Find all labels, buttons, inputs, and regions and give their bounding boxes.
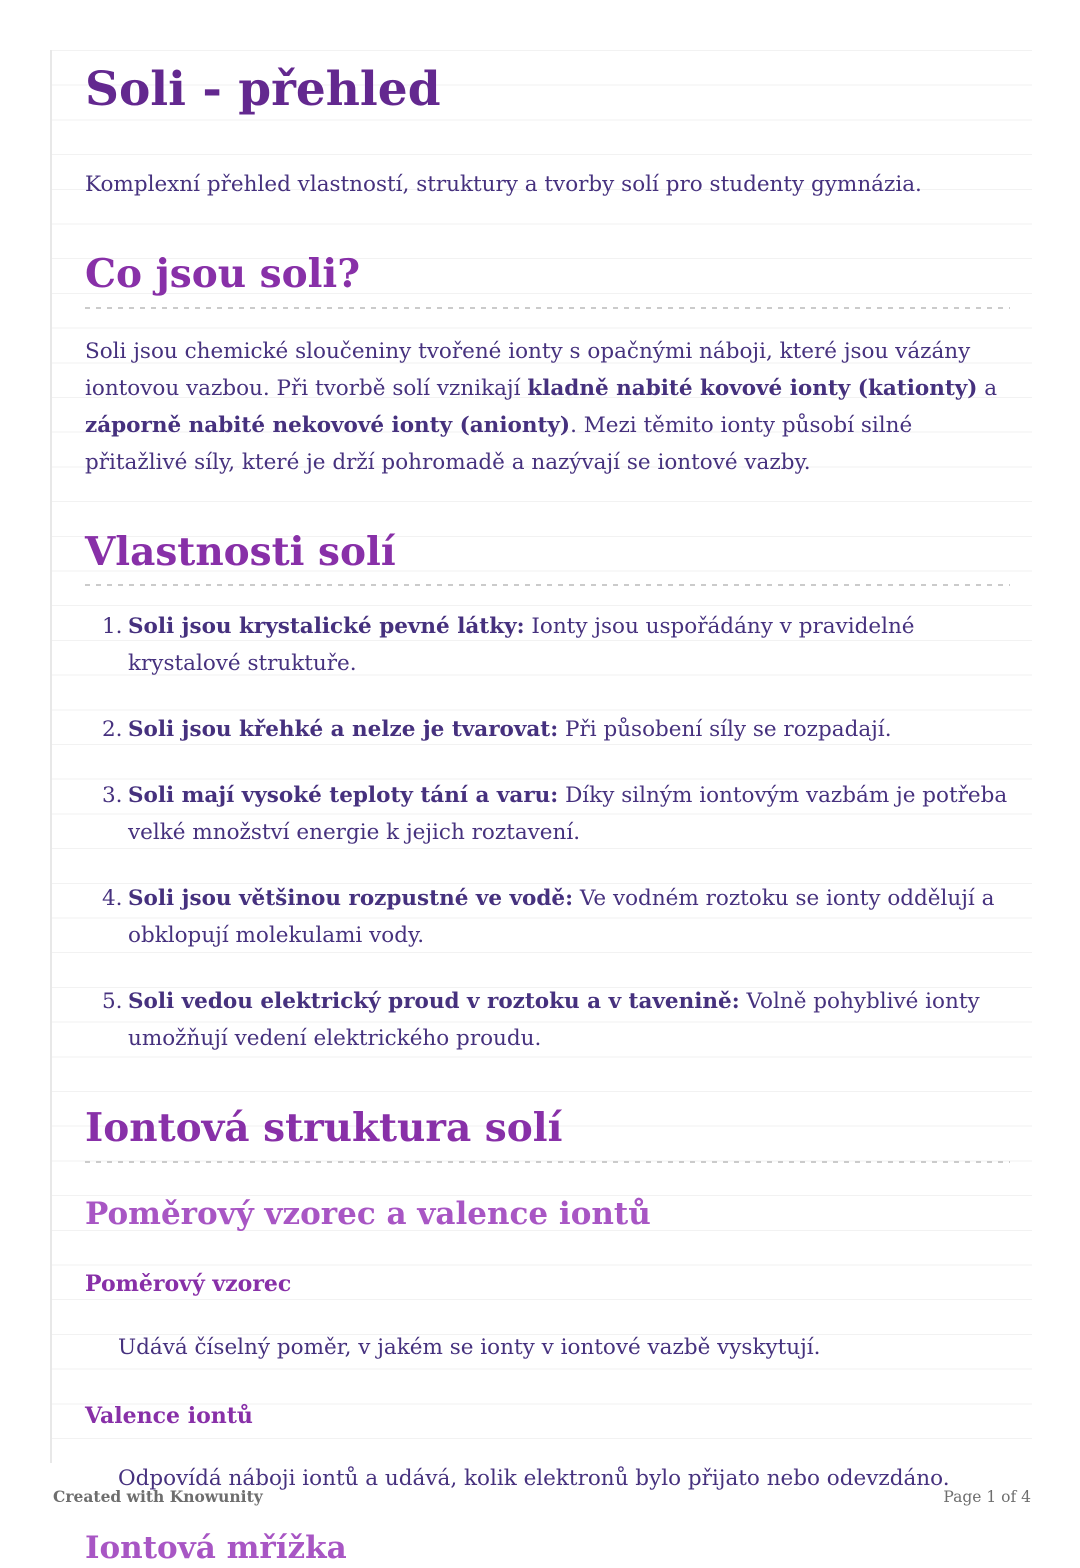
item-number: 5. <box>102 989 123 1015</box>
item-number: 1. <box>102 614 123 640</box>
footer-brand: Created with Knowunity <box>53 1487 263 1506</box>
text-segment: Soli jsou chemické sloučeniny tvořené ionty s opačnými náboji, které jsou vázány iontovou vazbou. Při tvorbě solí vznikají <box>85 338 971 401</box>
section-heading-vlastnosti: Vlastnosti solí <box>85 528 396 575</box>
bold-text-segment: kladně nabité kovové ionty (kationty) <box>527 375 978 401</box>
text-segment: . Mezi těmito ionty působí silné přitažlivé síly, které je drží pohromadě a nazývají se iontové vazby. <box>85 412 913 475</box>
item-label: Soli vedou elektrický proud v roztoku a v tavenině: <box>128 989 740 1015</box>
list-item <box>85 983 1010 1057</box>
subsection-heading-pomerovy-vzorec-a-valence: Poměrový vzorec a valence iontů <box>85 1196 651 1233</box>
page-footer <box>53 1487 1031 1506</box>
section-heading-co-jsou-soli: Co jsou soli? <box>85 250 361 297</box>
item-label: Soli jsou krystalické pevné látky: <box>128 614 525 640</box>
dotted-divider <box>85 307 1010 309</box>
section-paragraph <box>85 333 1010 481</box>
item-text: Díky silným iontovým vazbám je potřeba velké množství energie k jejich roztavení. <box>128 783 1008 846</box>
properties-list <box>85 608 1010 1057</box>
item-text: Při působení síly se rozpadají. <box>558 717 892 743</box>
list-item <box>85 711 1010 748</box>
section-heading-iontova-struktura: Iontová struktura solí <box>85 1105 563 1152</box>
subsubsection-heading-valence-iontu: Valence iontů <box>85 1402 253 1429</box>
list-item <box>85 777 1010 851</box>
definition-paragraph: Odpovídá náboji iontů a udává, kolik elektronů bylo přijato nebo odevzdáno. <box>118 1466 950 1492</box>
footer-page-number: Page 1 of 4 <box>943 1488 1031 1506</box>
list-item <box>85 880 1010 954</box>
dotted-divider <box>85 1161 1010 1163</box>
item-label: Soli mají vysoké teploty tání a varu: <box>128 783 559 809</box>
bold-text-segment: záporně nabité nekovové ionty (anionty) <box>85 412 571 438</box>
item-label: Soli jsou většinou rozpustné ve vodě: <box>128 886 574 912</box>
item-number: 4. <box>102 886 123 912</box>
item-text: Ionty jsou uspořádány v pravidelné krystalové struktuře. <box>128 614 915 677</box>
page-title: Soli - přehled <box>85 62 441 117</box>
item-text: Volně pohyblivé ionty umožňují vedení elektrického proudu. <box>128 989 980 1052</box>
text-segment: a <box>977 375 998 401</box>
page-subtitle: Komplexní přehled vlastností, struktury a tvorby solí pro studenty gymnázia. <box>85 172 922 198</box>
item-number: 2. <box>102 717 123 743</box>
section-co-jsou-soli <box>85 251 1010 481</box>
document-content <box>52 50 1032 1568</box>
definition-paragraph: Udává číselný poměr, v jakém se ionty v iontové vazbě vyskytují. <box>118 1334 821 1360</box>
item-number: 3. <box>102 783 123 809</box>
subsection-heading-iontova-mrizka: Iontová mřížka <box>85 1530 347 1567</box>
item-label: Soli jsou křehké a nelze je tvarovat: <box>128 717 559 743</box>
dotted-divider <box>85 584 1010 586</box>
item-text: Ve vodném roztoku se ionty oddělují a obklopují molekulami vody. <box>128 886 995 949</box>
section-vlastnosti <box>85 529 1010 1058</box>
subsubsection-heading-pomerovy-vzorec: Poměrový vzorec <box>85 1270 292 1297</box>
list-item <box>85 608 1010 682</box>
